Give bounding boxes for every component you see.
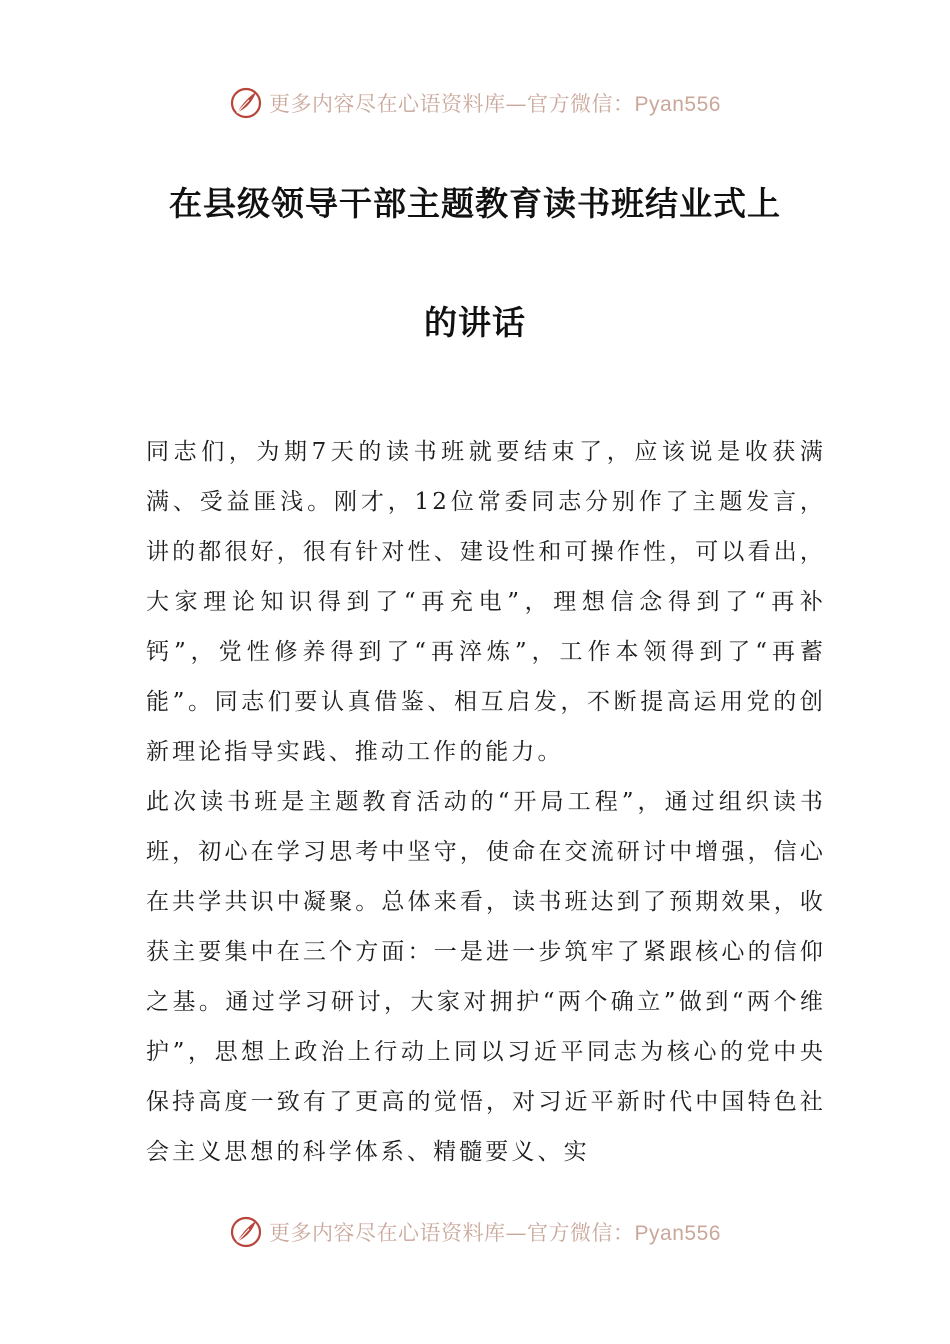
- document-body: [146, 427, 826, 1177]
- document-title-line-2: 的讲话: [424, 303, 526, 342]
- header-watermark: [0, 83, 950, 123]
- document-title-line-1: 在县级领导干部主题教育读书班结业式上: [169, 184, 781, 223]
- body-paragraph-2: 此次读书班是主题教育活动的“开局工程”，通过组织读书班，初心在学习思考中坚守，使命在交流研讨中增强，信心在共学共识中凝聚。总体来看，读书班达到了预期效果，收获主要集中在三个方面：一是进一步筑牢了紧跟核心的信仰之基。通过学习研讨，大家对拥护“两个确立”做到“两个维护”，思想上政治上行动上同以习近平同志为核心的党中央保持高度一致有了更高的觉悟，对习近平新时代中国特色社会主义思想的科学体系、精髓要义、实: [146, 789, 826, 1165]
- feather-pen-logo-icon: [229, 86, 263, 120]
- watermark-account: Pyan556: [634, 1222, 721, 1245]
- watermark-text: 更多内容尽在心语资料库—官方微信：Pyan556: [269, 1221, 721, 1245]
- watermark-text: 更多内容尽在心语资料库—官方微信：Pyan556: [269, 92, 721, 116]
- feather-pen-logo-icon: [229, 1215, 263, 1249]
- watermark-account: Pyan556: [634, 93, 721, 116]
- body-paragraph-1: 同志们，为期7天的读书班就要结束了，应该说是收获满满、受益匪浅。刚才，12位常委同志分别作了主题发言，讲的都很好，很有针对性、建设性和可操作性，可以看出，大家理论知识得到了“再充电”，理想信念得到了“再补钙”，党性修养得到了“再淬炼”，工作本领得到了“再蓄能”。同志们要认真借鉴、相互启发，不断提高运用党的创新理论指导实践、推动工作的能力。: [146, 439, 826, 765]
- footer-watermark: [0, 1212, 950, 1252]
